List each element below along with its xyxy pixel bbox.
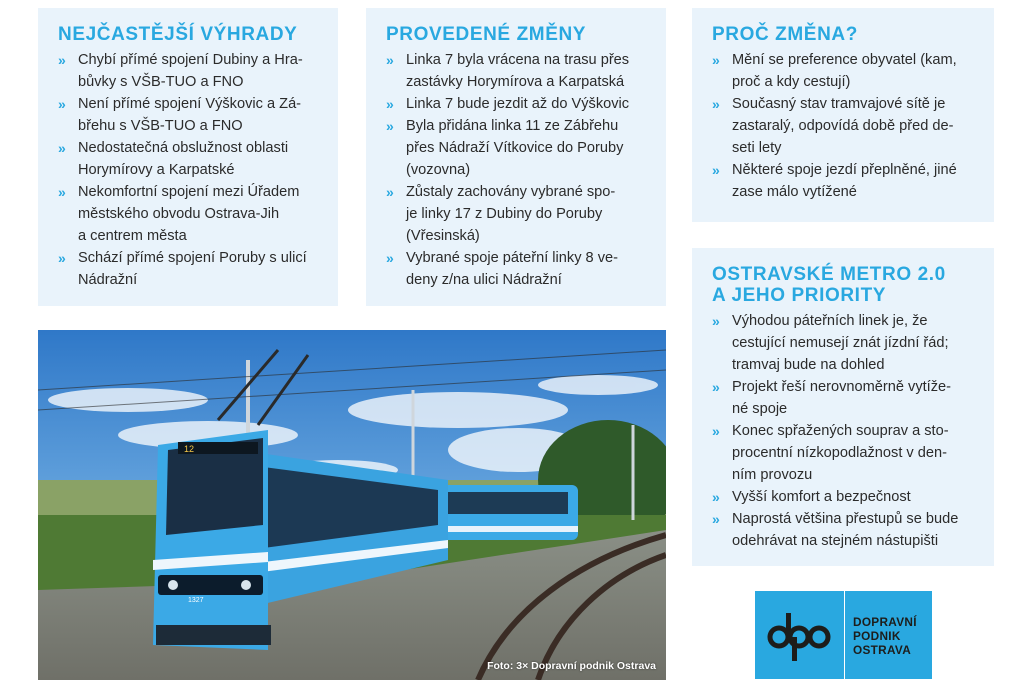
bullet-icon: »	[58, 52, 66, 68]
metro-title-line1: OSTRAVSKÉ METRO 2.0	[712, 264, 946, 285]
dpo-logo-mark	[755, 591, 843, 679]
company-name-line: OSTRAVA	[853, 643, 912, 657]
list-item-line: procentní nízkopodlažnost v den-	[732, 445, 947, 461]
list-item	[386, 49, 648, 93]
list-item-line: přes Nádraží Vítkovice do Poruby	[406, 140, 624, 156]
list-item-line: Linka 7 bude jezdit až do Výškovic	[406, 96, 630, 112]
why-list	[712, 49, 976, 203]
list-item	[712, 508, 976, 552]
list-item-line: proč a kdy cestují)	[732, 74, 851, 90]
company-name-line: DOPRAVNÍ	[853, 615, 917, 629]
list-item-line: Horymírovy a Karpatské	[78, 162, 235, 178]
list-item-line: Některé spoje jezdí přeplněné, jiné	[732, 162, 957, 178]
metro-title-line2: A JEHO PRIORITY	[712, 285, 887, 306]
bullet-icon: »	[712, 96, 720, 112]
objections-box	[38, 8, 338, 306]
bullet-icon: »	[58, 140, 66, 156]
bullet-icon: »	[712, 379, 720, 395]
list-item	[386, 247, 648, 291]
objections-list	[58, 49, 320, 291]
list-item-line: Byla přidána linka 11 ze Zábřehu	[406, 118, 619, 134]
changes-title: PROVEDENÉ ZMĚNY	[386, 24, 587, 45]
logo-separator	[844, 591, 845, 679]
bullet-icon: »	[386, 118, 394, 134]
list-item-line: břehu s VŠB-TUO a FNO	[78, 118, 243, 134]
list-item-line: Mění se preference obyvatel (kam,	[732, 52, 957, 68]
bullet-icon: »	[386, 96, 394, 112]
list-item-line: tramvaj bude na dohled	[732, 357, 885, 373]
list-item-line: a centrem města	[78, 228, 187, 244]
list-item-line: zastávky Horymírova a Karpatská	[406, 74, 625, 90]
list-item-line: (Vřesinská)	[406, 228, 480, 244]
bullet-icon: »	[712, 52, 720, 68]
bullet-icon: »	[386, 184, 394, 200]
photo-credit: Foto: 3× Dopravní podnik Ostrava	[487, 660, 656, 672]
tram-display: 12	[184, 444, 195, 454]
bullet-icon: »	[58, 96, 66, 112]
list-item	[386, 93, 648, 115]
metro-list	[712, 310, 976, 552]
bullet-icon: »	[58, 184, 66, 200]
list-item-line: bůvky s VŠB-TUO a FNO	[78, 74, 244, 90]
list-item-line: ním provozu	[732, 467, 813, 483]
list-item	[712, 420, 976, 486]
tram-illustration	[38, 330, 666, 680]
list-item-line: cestující nemusejí znát jízdní řád;	[732, 335, 949, 351]
list-item-line: né spoje	[732, 401, 788, 417]
bullet-icon: »	[712, 511, 720, 527]
list-item-line: Výhodou páteřních linek je, že	[732, 313, 928, 329]
list-item	[712, 159, 976, 203]
list-item	[58, 49, 320, 93]
company-name	[853, 615, 917, 657]
list-item	[712, 376, 976, 420]
bullet-icon: »	[386, 52, 394, 68]
changes-box	[366, 8, 666, 306]
why-title: PROČ ZMĚNA?	[712, 24, 858, 45]
list-item-line: Naprostá většina přestupů se bude	[732, 511, 959, 527]
list-item-line: Současný stav tramvajové sítě je	[732, 96, 946, 112]
why-box	[692, 8, 994, 222]
bullet-icon: »	[386, 250, 394, 266]
list-item	[712, 93, 976, 159]
list-item	[712, 49, 976, 93]
list-item-line: seti lety	[732, 140, 782, 156]
list-item	[58, 247, 320, 291]
list-item-line: zastaralý, odpovídá době před de-	[732, 118, 954, 134]
list-item-line: Vybrané spoje páteřní linky 8 ve-	[406, 250, 618, 266]
list-item-line: Konec spřažených souprav a sto-	[732, 423, 949, 439]
list-item-line: zase málo vytížené	[732, 184, 857, 200]
dpo-logo	[755, 591, 932, 679]
list-item-line: Nedostatečná obslužnost oblasti	[78, 140, 289, 156]
list-item-line: Vyšší komfort a bezpečnost	[732, 489, 911, 505]
list-item-line: Projekt řeší nerovnoměrně vytíže-	[732, 379, 951, 395]
list-item-line: Zůstaly zachovány vybrané spo-	[406, 184, 616, 200]
list-item-line: deny z/na ulici Nádražní	[406, 272, 562, 288]
list-item-line: je linky 17 z Dubiny do Poruby	[406, 206, 603, 222]
bullet-icon: »	[712, 423, 720, 439]
tram-photo	[38, 330, 666, 680]
list-item-line: Není přímé spojení Výškovic a Zá-	[78, 96, 302, 112]
list-item-line: Nádražní	[78, 272, 138, 288]
list-item	[386, 181, 648, 247]
list-item	[386, 115, 648, 181]
metro-title	[712, 264, 976, 306]
list-item-line: městského obvodu Ostrava-Jih	[78, 206, 280, 222]
list-item-line: Chybí přímé spojení Dubiny a Hra-	[78, 52, 303, 68]
list-item-line: (vozovna)	[406, 162, 471, 178]
bullet-icon: »	[58, 250, 66, 266]
changes-list	[386, 49, 648, 291]
metro-box	[692, 248, 994, 566]
list-item-line: odehrávat na stejném nástupišti	[732, 533, 939, 549]
list-item	[58, 181, 320, 247]
list-item	[58, 137, 320, 181]
list-item-line: Schází přímé spojení Poruby s ulicí	[78, 250, 307, 266]
list-item-line: Nekomfortní spojení mezi Úřadem	[78, 184, 300, 200]
list-item	[712, 486, 976, 508]
tram-number: 1327	[188, 597, 204, 604]
bullet-icon: »	[712, 489, 720, 505]
objections-title: NEJČASTĚJŠÍ VÝHRADY	[58, 24, 298, 45]
bullet-icon: »	[712, 162, 720, 178]
list-item	[712, 310, 976, 376]
list-item-line: Linka 7 byla vrácena na trasu přes	[406, 52, 630, 68]
list-item	[58, 93, 320, 137]
bullet-icon: »	[712, 313, 720, 329]
company-name-line: PODNIK	[853, 629, 901, 643]
